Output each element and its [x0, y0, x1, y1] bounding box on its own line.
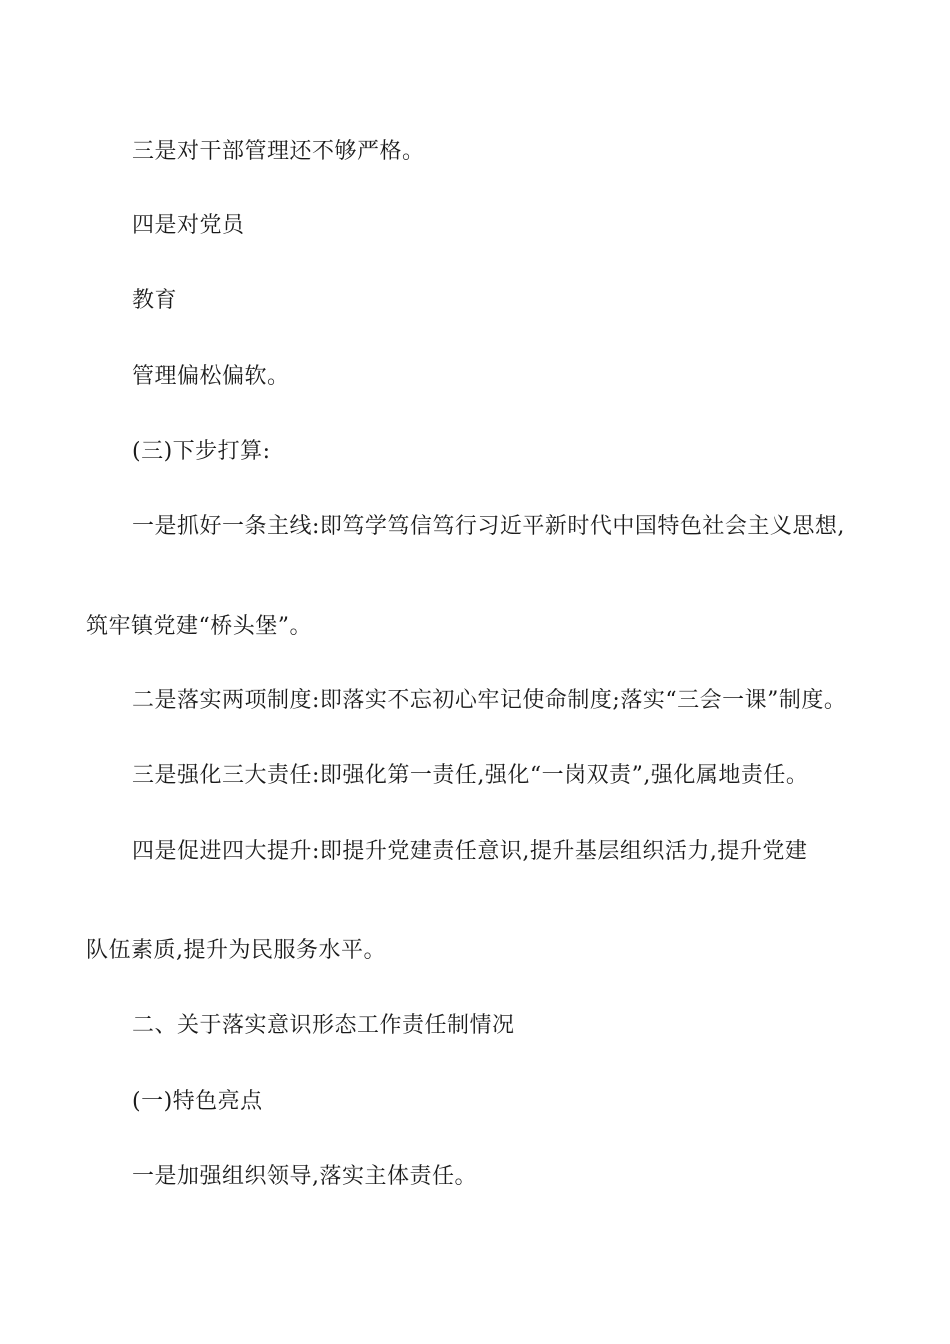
- paragraph-line: 四是对党员: [132, 213, 245, 238]
- paragraph-line: 管理偏松偏软。: [132, 364, 290, 389]
- paragraph-line: 三是对干部管理还不够严格。: [132, 139, 425, 164]
- paragraph-line: 一是加强组织领导,落实主体责任。: [132, 1164, 477, 1189]
- section-heading: 二、关于落实意识形态工作责任制情况: [132, 1013, 515, 1038]
- paragraph-line: 教育: [132, 288, 178, 313]
- paragraph-line: 筑牢镇党建“桥头堡”。: [86, 614, 312, 639]
- section-heading: (三)下步打算:: [132, 439, 271, 464]
- paragraph-line: 一是抓好一条主线:即笃学笃信笃行习近平新时代中国特色社会主义思想,: [132, 514, 845, 539]
- paragraph-line: 三是强化三大责任:即强化第一责任,强化“一岗双责”,强化属地责任。: [132, 763, 809, 788]
- paragraph-line: 四是促进四大提升:即提升党建责任意识,提升基层组织活力,提升党建: [132, 839, 808, 864]
- section-heading: (一)特色亮点: [132, 1089, 263, 1114]
- paragraph-line: 二是落实两项制度:即落实不忘初心牢记使命制度;落实“三会一课”制度。: [132, 688, 847, 713]
- paragraph-line: 队伍素质,提升为民服务水平。: [86, 938, 386, 963]
